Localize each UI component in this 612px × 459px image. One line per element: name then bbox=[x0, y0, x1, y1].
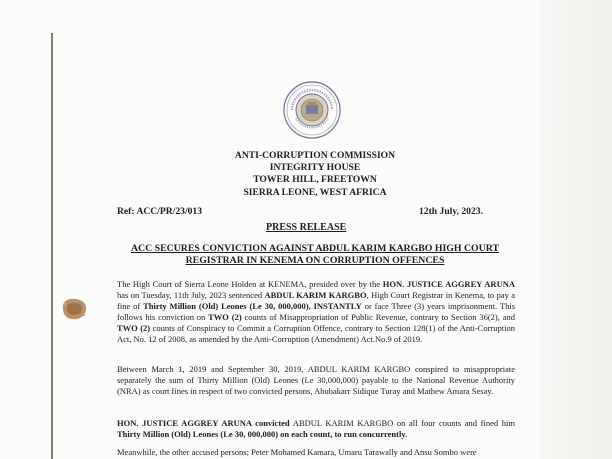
text-run: , High Court Registrar in Kenema, to pay a fine of bbox=[117, 289, 515, 311]
bold-run: ABDUL KARIM KARGBO bbox=[264, 289, 367, 300]
bold-run: HON. JUSTICE AGGREY ARUNA convicted bbox=[117, 418, 290, 428]
letterhead-line-3: TOWER HILL, FREETOWN bbox=[253, 174, 377, 186]
letterhead bbox=[170, 150, 460, 199]
letterhead-line-2: INTEGRITY HOUSE bbox=[269, 162, 361, 174]
text-run: or face Three (3) years imprisonment. This follows his conviction on bbox=[117, 300, 516, 322]
reference-number: Ref: ACC/PR/23/013 bbox=[117, 206, 202, 217]
bold-run: HON. JUSTICE AGGREY ARUNA bbox=[382, 279, 515, 289]
page-edge-shadow bbox=[540, 0, 612, 459]
paragraph-other-accused: Meanwhile, the other accused persons; Peter Mohamed Kamara, Umaru Tarawally and Ansu Sombo were bbox=[117, 447, 477, 457]
letterhead-line-1: ANTI-CORRUPTION COMMISSION bbox=[234, 150, 396, 161]
headline bbox=[117, 243, 513, 267]
bold-run: Thirty Million (Old) Leones (Le 30, 000,000) on each count, to run concurrently. bbox=[117, 428, 408, 439]
text-run: counts of Misappropriation of Public Revenue, contrary to Section 36(2), and bbox=[241, 311, 515, 322]
text-run: The High Court of Sierra Leone Holden at KENEMA, presided over by the bbox=[117, 279, 383, 289]
paper-stain bbox=[59, 296, 89, 322]
headline-line-1: ACC SECURES CONVICTION AGAINST ABDUL KARIM KARGBO HIGH COURT bbox=[130, 243, 499, 254]
text-run: counts of Conspiracy to Commit a Corruption Offence, contrary to Section 128(1) of the Anti-Corruption Act, No. 12 of 2008, as amended by the Anti-Corruption (Amendment) Act.No.9 of 2019. bbox=[117, 322, 515, 344]
letterhead-line-4: SIERRA LEONE, WEST AFRICA bbox=[243, 186, 387, 198]
text-run: ABDUL KARIM KARGBO on all four counts and fined him bbox=[289, 418, 515, 428]
paragraph-sentence bbox=[117, 279, 515, 344]
press-release-heading: PRESS RELEASE bbox=[266, 222, 347, 233]
text-run: has on Tuesday, 11th July, 2023 sentenced bbox=[117, 289, 265, 300]
release-date: 12th July, 2023. bbox=[419, 206, 483, 217]
headline-line-2: REGISTRAR IN KENEMA ON CORRUPTION OFFENCES bbox=[185, 255, 445, 266]
binding-edge bbox=[51, 33, 53, 459]
paragraph-conspiracy: Between March 1, 2019 and September 30, 2019, ABDUL KARIM KARGBO conspired to misappropriate separately the sum of Thirty Million (Old) Leones (Le 30,000,000) payable to the National Revenue Authority (NRA) as court fines in respect of two convicted persons, Abubakarr Sidique Turay and Mathew Amara Sesay. bbox=[117, 364, 515, 396]
bold-run: TWO (2) bbox=[208, 311, 242, 322]
bold-run: TWO (2) bbox=[117, 322, 151, 333]
bold-run: Thirty Million (Old) Leones (Le 30, 000,000), INSTANTLY bbox=[143, 300, 362, 311]
paragraph-conviction bbox=[117, 418, 515, 440]
commission-seal-icon bbox=[282, 80, 342, 140]
